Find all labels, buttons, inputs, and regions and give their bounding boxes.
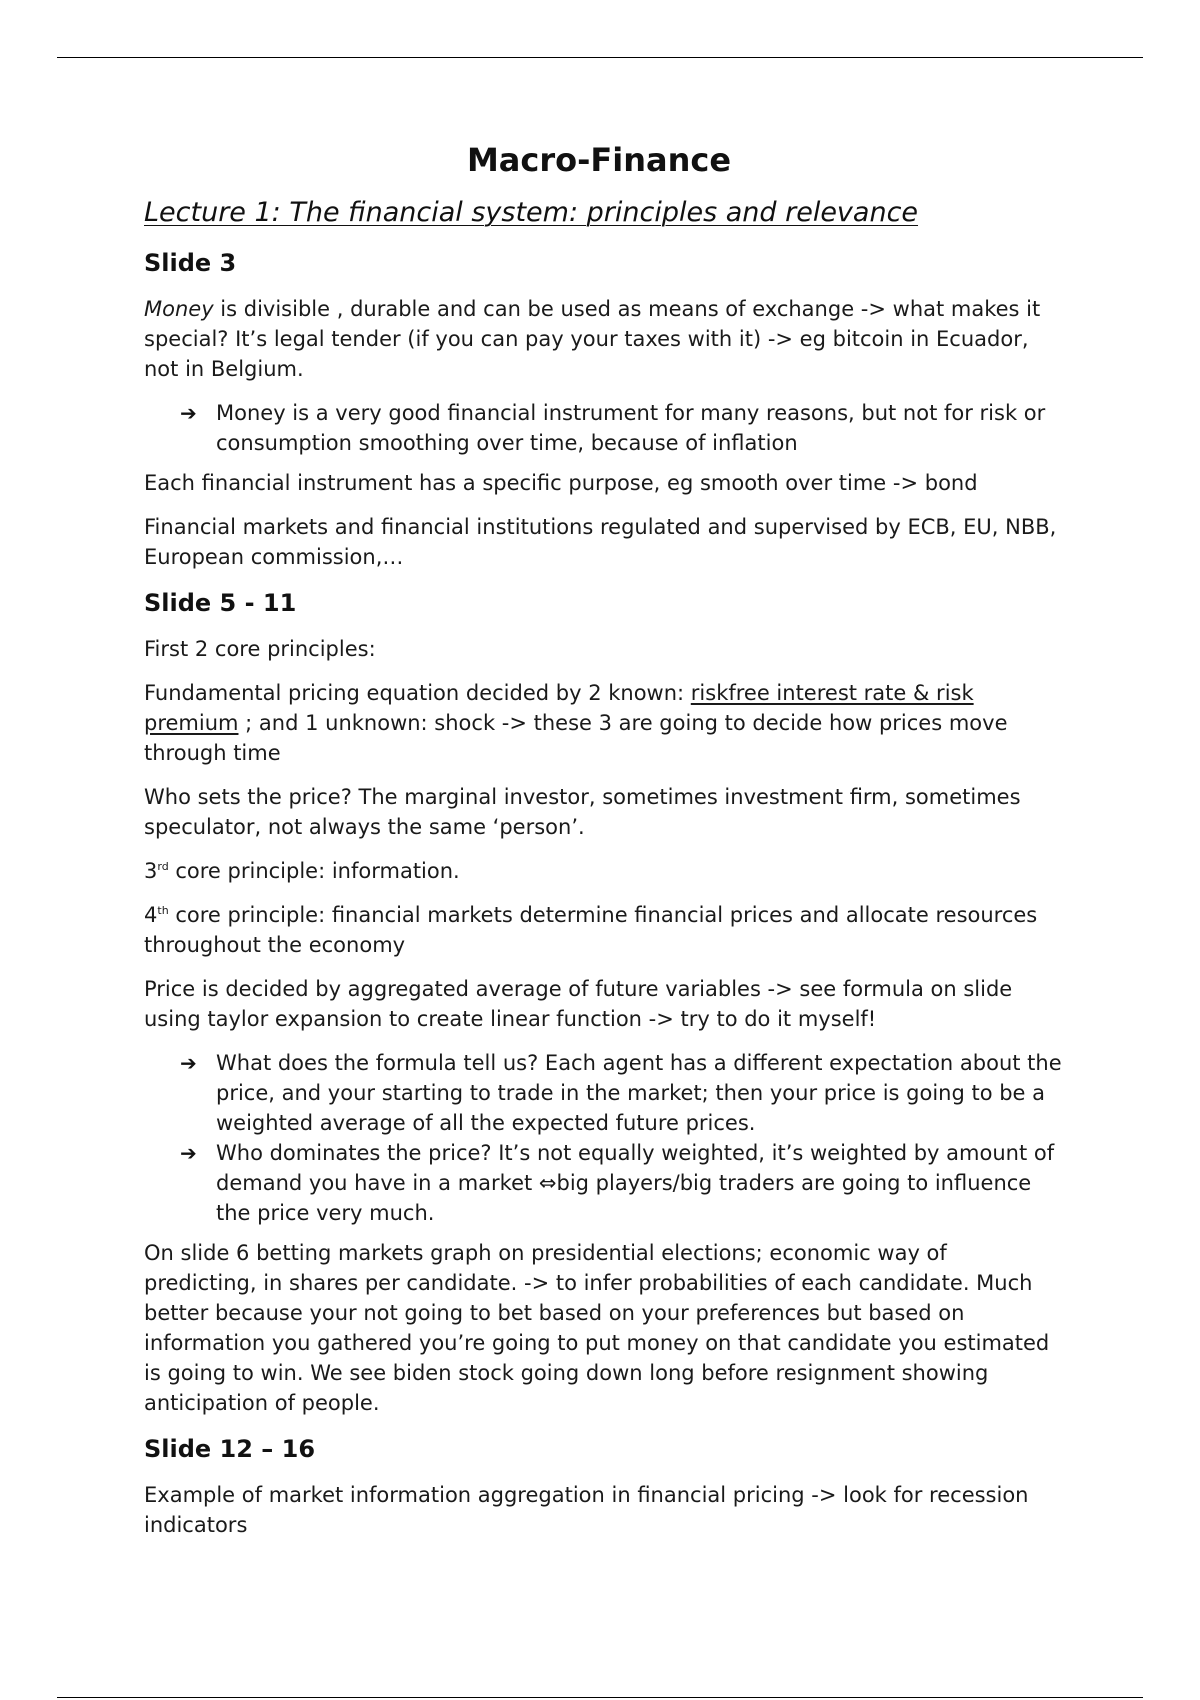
paragraph [144,294,1064,384]
arrow-list [144,1048,1064,1228]
paragraph: Each financial instrument has a specific purpose, eg smooth over time -> bond [144,471,978,495]
paragraph [144,900,1064,960]
ordinal-number: 4 [144,903,158,927]
footer-rule [57,1697,1143,1698]
section-heading-slide-3: Slide 3 [144,249,237,277]
list-item-text: Who dominates the price? It’s not equally weighted, it’s weighted by amount of demand you have in a market ⇔big players/big traders are going to influence the price very much. [216,1141,1055,1225]
list-item [180,398,1064,458]
paragraph: Price is decided by aggregated average of future variables -> see formula on slide using taylor expansion to create linear function -> try to do it myself! [144,977,1013,1031]
ordinal-number: 3 [144,859,158,883]
paragraph [144,678,1064,768]
paragraph: Who sets the price? The marginal investor, sometimes investment firm, sometimes speculator, not always the same ‘person’. [144,785,1021,839]
list-item [180,1048,1064,1138]
paragraph-text: is divisible , durable and can be used as means of exchange -> what makes it special? It’s legal tender (if you can pay your taxes with it) -> eg bitcoin in Ecuador, not in Belgium. [144,297,1041,381]
document-title: Macro-Finance [466,141,732,179]
arrow-list [144,398,1064,458]
list-item-text: Money is a very good financial instrument for many reasons, but not for risk or consumption smoothing over time, because of inflation [216,401,1046,455]
paragraph: Example of market information aggregation in financial pricing -> look for recession indicators [144,1483,1029,1537]
ordinal-suffix: rd [157,860,169,873]
paragraph-text: core principle: financial markets determine financial prices and allocate resources throughout the economy [144,903,1038,957]
paragraph: On slide 6 betting markets graph on presidential elections; economic way of predicting, in shares per candidate. -> to infer probabilities of each candidate. Much better because your not going to bet based on your preferences but based on information you gathered you’re going to put money on that candidate you estimated is going to win. We see biden stock going down long before resignment showing anticipation of people. [144,1241,1050,1415]
paragraph: First 2 core principles: [144,637,376,661]
paragraph [144,856,1064,886]
arrow-right-icon: ➔ [180,401,197,425]
paragraph: Financial markets and financial institutions regulated and supervised by ECB, EU, NBB, European commission,… [144,515,1057,569]
emphasis-money: Money [144,297,214,321]
list-item [180,1138,1064,1228]
paragraph-text: core principle: information. [168,859,460,883]
section-heading-slide-12-16: Slide 12 – 16 [144,1435,316,1463]
list-item-text: What does the formula tell us? Each agent has a different expectation about the price, and your starting to trade in the market; then your price is going to be a weighted average of all the expected future prices. [216,1051,1062,1135]
paragraph-text: Fundamental pricing equation decided by 2 known: [144,681,691,705]
underlined-text: riskfree interest rate & risk premium [144,681,974,735]
document-body [144,138,1064,1540]
lecture-heading: Lecture 1: The financial system: principles and relevance [144,197,919,228]
arrow-right-icon: ➔ [180,1141,197,1165]
section-heading-slide-5-11: Slide 5 - 11 [144,589,297,617]
ordinal-suffix: th [157,904,169,917]
paragraph-text: ; and 1 unknown: shock -> these 3 are going to decide how prices move through time [144,711,1008,765]
header-rule [57,57,1143,58]
arrow-right-icon: ➔ [180,1051,197,1075]
